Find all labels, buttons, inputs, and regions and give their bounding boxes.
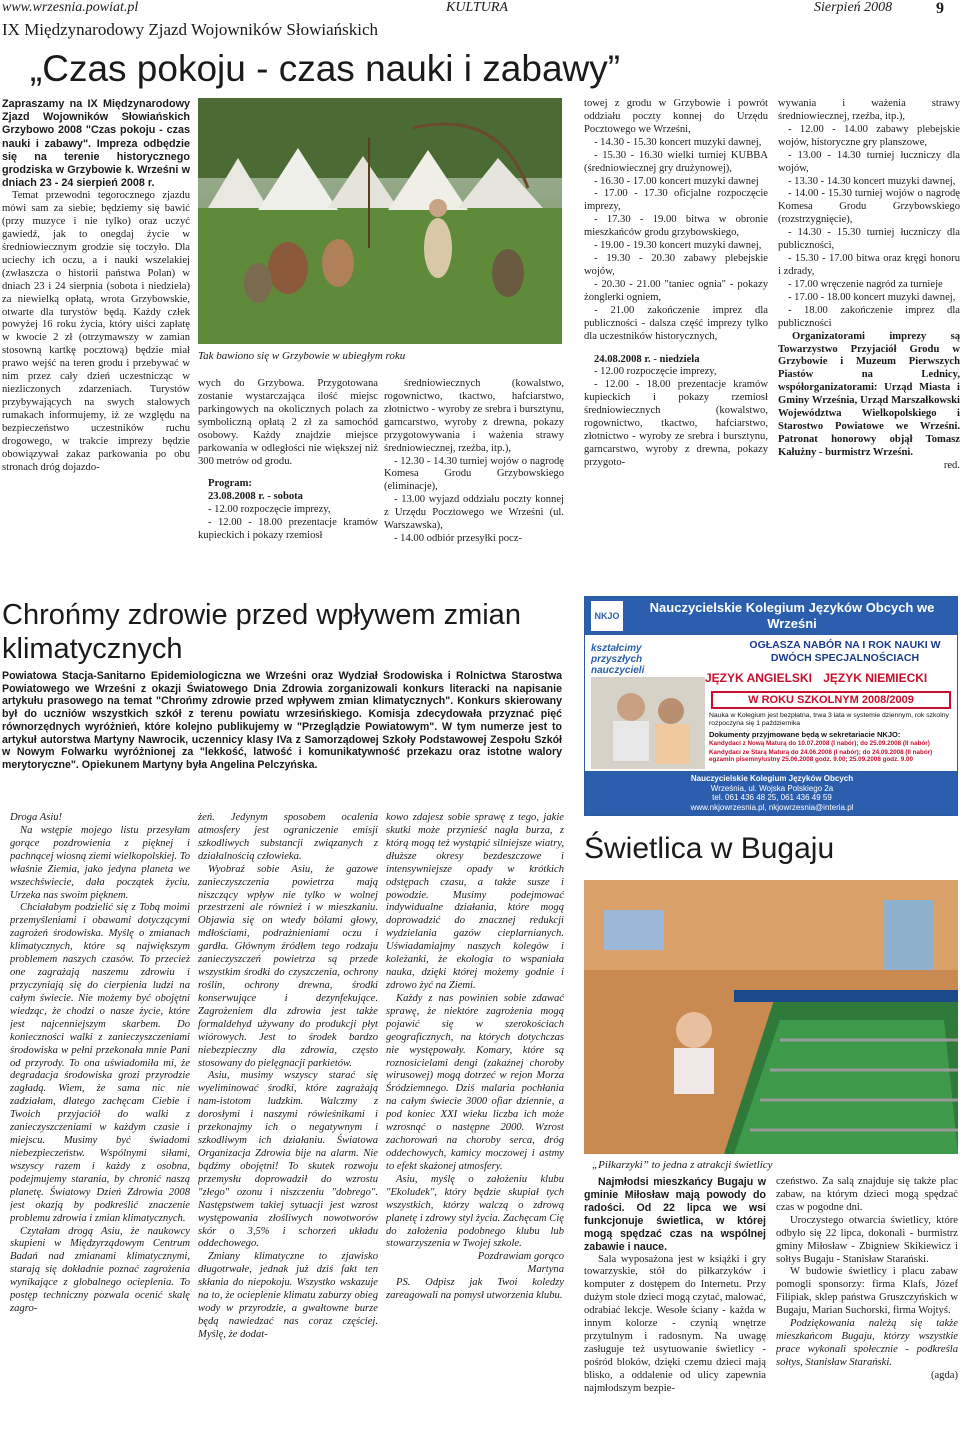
- schedule-item: - 20.30 - 21.00 "taniec ognia" - pokazy żonglerki ogniem,: [584, 278, 768, 303]
- article-signature: (agda): [930, 1369, 958, 1381]
- article-body: Sala wyposażona jest w książki i gry towarzyskie, stół do piłkarzyków i komputer z dostępem do Internetu. Przy dużym stole dzieci mogą czytać, malować, odrabiać lekcje. Wesołe ściany - każda w innym kolorze - czynią wnętrze przytulnym i radosnym. Na uwagę zasługuje też usytuowanie świetlicy - pośród bloków, dzięki czemu dzieci mają blisko, a oddalenie od ulicy zapewnia najmłodszym bezpie-: [584, 1253, 766, 1394]
- letter-body: Wyobraź sobie Asiu, że gazowe zanieczyszczenia powietrza mają niszczący wpływ nie tylko w wolnej przestrzeni ale również i w mieszkaniu. Objawia się on wtedy bólami głowy, mdłościami, podrażnieniami oczu i gardła. Głównym źródłem tego rodzaju zanieczyszczeń powietrza są przede wszystkim środki do czyszczenia, ochrony roślin, ochrony drewna, środki konserwujące i dezynfekujące. Zagrożeniem dla zdrowia jest także formaldehyd używany do produkcji płyt wiórowych. Jest to środek bardzo niebezpieczny dla zdrowia, często stosowany do pielęgnacji parkietów.: [198, 863, 378, 1069]
- article-body: W budowie świetlicy i placu zabaw pomogli sponsorzy: firma Klafs, Józef Filipiak, sklep państwa Gruszczyńskich w Bugaju, Marian Suchorski, firma Wojtyś.: [776, 1266, 958, 1317]
- letter-body: Chciałabym podzielić się z Tobą moimi przemyśleniami i obawami dotyczącymi zagrożeń środowiska. Myślę o zmianach klimatycznych, które są największym problemem naszych czasów. To przecież one zagrażają naszemu zdrowiu i przyczyniają się do cierpienia ludzi na całym świecie. Nie możemy być obojętni wiedząc, że chodzi o nasze życie, które jest najcenniejszym skarbem. Do konieczności walki z zanieczyszczeniami środowiska w pełni przekonała mnie Pani od przyrody. To ona uświadomiła mi, że degradacja środowiska grozi przyrodzie zagładą. Wiem, że sama nic nie zadziałam, dlatego zachęcam Ciebie i Twoich przyjaciół do walki z zanieczyszczeniami w każdym czasie i miejscu. Musimy być świadomi niebezpieczeństw. Wspólnymi siłami, wszyscy razem i każdy z osobna, podejmujemy starania, by chronić naszą planetę. Światowy Dzień Zdrowia 2008 jest okazją by podkreślić znaczenie problemu zdrowia i zmian klimatycznych.: [10, 902, 190, 1224]
- schedule-item: - 17.00 - 17.30 oficjalne rozpoczęcie imprezy,: [584, 188, 768, 213]
- article-title: Świetlica w Bugaju: [584, 832, 835, 865]
- schedule-item: średniowiecznych (kowalstwo, rogownictwo, tkactwo, hafciarstwo, złotnictwo - wyroby ze srebra i bursztynu, garncarstwo, wyroby z drewna, pokazy przygotowywania i ważenia strawy średniowiecznej, rzeźba, itp.),: [384, 378, 564, 454]
- article-body: Uroczystego otwarcia świetlicy, które odbyło się 22 lipca, dokonali - burmistrz gminy Miłosław - Zbigniew Skikiewicz i sołtys Bugaju - Stanisław Starański.: [776, 1214, 958, 1265]
- schedule-item: - 19.30 - 20.30 zabawy plebejskie wojów,: [584, 253, 768, 277]
- schedule-item: - 14.00 odbiór przesyłki pocz-: [394, 533, 522, 545]
- language-german: JĘZYK NIEMIECKI: [823, 671, 928, 685]
- article-signature: red.: [943, 459, 960, 471]
- article-body: Podziękowania należą się także mieszkańcom Bugaju, którzy wszystkie prace wykonali społecznie - podkreśla sołtys, Stanisław Starański.: [776, 1318, 958, 1368]
- schedule-item: - 13.30 - 14.30 koncert muzyki dawnej,: [788, 175, 956, 187]
- article-lead: Powiatowa Stacja-Sanitarno Epidemiologiczna we Wrześni oraz Wydział Środowiska i Rolnictwa Starostwa Powiatowego we Wrześni z okazji Światowego Dnia Zdrowia zorganizowali konkurs literacki na napisanie artykułu prasowego na temat "Chrońmy zdrowie przed wpływem zmian klimatycznych". Konkurs skierowany był do uczniów wszystkich szkół z terenu powiatu wrzesińskiego. Komisja zdecydowała przyznać pięć równorzędnych wyróżnień, które kolejno publikujemy w "Przeglądzie Powiatowym". W tym numerze jest to artykuł autorstwa Martyny Nawrocik, uczennicy klasy IVa z Samorządowej Szkoły Podstawowej Zespołu Szkół w Nowym Folwarku wyróżnionej za "lekkość, latwość i komunikatywność przekazu oraz istotne walory merytoryczne". Opiekunem Martyny była Angelina Pelczyńska.: [2, 670, 562, 771]
- letter-body: żeń. Jedynym sposobem ocalenia atmosfery jest ograniczenie emisji szkodliwych substancji związanych z działalnością człowieka.: [198, 812, 378, 862]
- ad-school-year: W ROKU SZKOLNYM 2008/2009: [711, 691, 951, 709]
- article-body: czeństwo. Za salą znajduje się także plac zabaw, na którym dzieci mogą spędzać czas w pogodne dni.: [776, 1176, 958, 1213]
- foosball-photo: [584, 880, 958, 1154]
- nkjo-logo: NKJO: [591, 601, 623, 631]
- ad-candidates-old: Kandydaci ze Starą Maturą do 24.06.2008 (I nabór); do 24.09.2008 (II nabór) egzamin pisemny/ustny 25.06.2008 godz. 9.00; 25.09.2008 godz. 9.00: [709, 749, 933, 764]
- article-body: wych do Grzybowa. Przygotowana zostanie wystarczająca ilość miejsc parkingowych na okolicznych polach za symboliczną opłatą 2 zł za samochód osobowy. Każdy znajdzie miejsce parkowania w odległości nie większej niż 300 metrów od grodu.: [198, 378, 378, 467]
- ad-address: Września, ul. Wojska Polskiego 2a: [710, 783, 834, 793]
- schedule-item: - 15.30 - 17.00 bitwa oraz kręgi honoru i zdrady,: [778, 253, 960, 277]
- article-column-3: [384, 378, 564, 588]
- letter-body: Czytałam drogą Asiu, że naukowcy skupieni w Międzyrządowym Centrum Badań nad zmianami klimatycznymi, starają się dokładnie poznać zagrożenia wynikające z globalnego ocieplenia. To postęp techniczny pozwala ocenić skalę zagro-: [10, 1225, 190, 1315]
- article-column-4: [584, 98, 768, 588]
- schedule-item: - 12.00 rozpoczęcie imprezy,: [594, 366, 717, 378]
- schedule-item: - 13.00 - 14.30 turniej łuczniczy dla wojów,: [778, 149, 960, 174]
- ad-website[interactable]: www.nkjowrzesnia.pl, nkjowrzesnia@interia.pl: [690, 802, 854, 812]
- article-body: Temat przewodni tegorocznego zjazdu mówi sam za siebie; będziemy się bawić (przy muzyce i nie tylko) oraz uczyć gawiedź, jak to onegdaj życie w średniowiecznym grodzie się toczyło. Dla uciechy ich oczu, a i nauki wszelakiej (zwłaszcza o historii państwa Polan) w dniach 23 i 24 sierpnia (sobota i niedziela) za niewielką opłatą, wrota Grzybowskie, otwarte dla turystów będą. Każdy człek powyżej 16 roku życia, który uiści zapłatę w kwocie 2 zł (otrzymawszy w zamian stosowną kartkę pocztową) będzie miał prawo wejść na teren grodu i przebywać w nim przez cały dzień uczestnicząc w niezliczonych zdarzeniach. Turystów przybywających na swych stalowych rumakach informujemy, iż ze względu na bezpieczeństwo uczestników ruchu drogowego, w trakcie imprezy będzie obowiązywał zakaz parkowania po obu stronach dróg dojazdo-: [2, 190, 190, 473]
- schedule-item: - 12.00 - 18.00 prezentacje kramów kupieckich i pokazy rzemiosł: [198, 517, 378, 542]
- ad-languages: [705, 671, 955, 687]
- schedule-item: - 14.30 - 15.30 koncert muzyki dawnej,: [594, 136, 762, 148]
- schedule-item: - 12.30 - 14.30 turniej wojów o nagrodę Komesa Grodu Grzybowskiego (eliminacje),: [384, 455, 564, 493]
- program-date: 24.08.2008 r. - niedziela: [594, 353, 700, 365]
- photo-caption: „Piłkarzyki” to jedna z atrakcji świetlicy: [592, 1159, 773, 1171]
- schedule-item: - 13.00 wyjazd oddziału poczty konnej z Urzędu Pocztowego we Wrześni (ul. Warszawska),: [384, 494, 564, 532]
- foosball-photo-image: [584, 880, 958, 1154]
- ad-footer: [585, 771, 958, 816]
- letter-column-2: [198, 812, 378, 1440]
- ad-title: Nauczycielskie Kolegium Języków Obcych we Wrześni: [649, 600, 935, 631]
- letter-column-1: [10, 812, 190, 1440]
- letter-greeting: Droga Asiu!: [10, 812, 63, 823]
- article-lead: Zapraszamy na IX Międzynarodowy Zjazd Wojowników Słowiańskich Grzybowo 2008 "Czas pokoju - czas nauki i zabawy". Impreza odbędzie się na terenie historycznego grodziska w Grzybowie k. Wrześni w dniach 23 - 24 sierpień 2008 r.: [2, 98, 190, 190]
- schedule-item: - 14.00 - 15.30 turniej wojów o nagrodę Komesa Grodu Grzybowskiego (rozstrzygnięcie),: [778, 188, 960, 226]
- ad-banner: OGŁASZA NABÓR NA I ROK NAUKI W DWÓCH SPECJALNOŚCIACH: [749, 639, 941, 664]
- letter-body: kowo zdajesz sobie sprawę z tego, jakie skutki może przynieść nagła burza, z którą mogą też wystąpić silniejsze wiatry, dłuższe okresy bezdeszczowe i intensywniejsze opady w krótkich odstępach czasu, a także susze i powodzie. Musimy podejmować indywidualne działania, które mogą doprowadzić do znacznej redukcji wydzielania gazów cieplarnianych. Uświadamiajmy naszych kolegów i koleżanki, że ekologia to wspaniała nauka, dzięki której możemy godnie i zdrowo żyć na Ziemi.: [386, 812, 564, 991]
- ad-info: Nauka w Kolegium jest bezpłatna, trwa 3 lata w systemie dziennym, rok szkolny rozpoczyna się 1 października: [709, 712, 949, 727]
- article-column-2: [776, 1176, 958, 1440]
- letter-body: Każdy z nas powinien sobie zdawać sprawę, że niektóre zagrożenia mogą pojawić się w szerokościach geograficznych, na których dotychczas nie występowały. Komary, które są roznosicielami dengi (zakaźnej choroby wirusowej) mogą dotrzeć w rejon Morza Śródziemnego. Dziś malaria pochłania na całym świecie 3000 ofiar dziennie, a pod koniec XXI wieku liczba ich może wzrosnąć o następne 2000. Wzrost zachorowań na choroby serca, dróg oddechowych, kamicy moczowej i astmy to efekt skażonej atmosfery.: [386, 992, 564, 1172]
- photo-caption: Tak bawiono się w Grzybowie w ubiegłym roku: [198, 350, 406, 362]
- article-column-5: [778, 98, 960, 588]
- article-title: „Czas pokoju - czas nauki i zabawy”: [29, 48, 621, 89]
- schedule-item: towej z grodu w Grzybowie i powrót oddziału poczty konnej do Urzędu Pocztowego we Wrześni,: [584, 98, 768, 135]
- article-kicker: IX Międzynarodowy Zjazd Wojowników Słowiańskich: [2, 20, 379, 39]
- festival-photo-image: [198, 98, 562, 344]
- letter-postscript: PS. Odpisz jak Twoi koledzy zareagowali na pomysł utworzenia klubu.: [386, 1277, 564, 1302]
- schedule-item: - 18.00 zakończenie imprez dla publiczności: [778, 304, 960, 329]
- letter-closing: Pozdrawiam gorąco: [477, 1251, 564, 1263]
- ad-candidates-new: Kandydaci z Nową Maturą do 10.07.2008 (I nabór); do 25.09.2008 (II nabór): [709, 740, 930, 747]
- letter-signature: Martyna: [527, 1264, 564, 1276]
- schedule-item: - 17.00 wręczenie nagród za turnieje: [788, 278, 943, 290]
- article-column-2: [198, 378, 378, 588]
- schedule-item: - 16.30 - 17.00 koncert muzyki dawnej: [594, 175, 759, 187]
- letter-body: Na wstępie mojego listu przesyłam gorące pozdrowienia z pięknej i pachnącej wiosną ziemi wielkopolskiej. To właśnie Ziemia, jako jedyna planeta we wszechświecie, dała początek życiu. Urzeka nas swoim pięknem.: [10, 824, 190, 901]
- ad-docs: Dokumenty przyjmowane będą w sekretariacie NKJO:: [709, 730, 901, 739]
- article-column-1: [584, 1176, 766, 1440]
- ad-students-photo: [591, 677, 705, 769]
- language-english: JĘZYK ANGIELSKI: [705, 671, 812, 685]
- page-number: 9: [936, 0, 944, 17]
- issue-date: Sierpień 2008: [814, 0, 893, 15]
- schedule-item: - 17.00 - 18.00 koncert muzyki dawnej,: [788, 291, 956, 303]
- schedule-item: - 19.00 - 19.30 koncert muzyki dawnej,: [594, 240, 762, 252]
- ad-slogan: kształcimy przyszłych nauczycieli: [591, 643, 645, 676]
- ad-phone: tel. 061 436 48 25, 061 436 49 59: [712, 793, 832, 803]
- schedule-item: wywania i ważenia strawy średniowiecznej, rzeźba, itp.),: [778, 98, 960, 122]
- letter-body: Asiu, myślę o założeniu klubu "Ekoludek", który będzie skupiał tych wszystkich, którzy walczą o zdrową planetę i zdrowy styl życia. Zachęcam Cię do założenia podobnego klubu lub stowarzyszenia w Twojej szkole.: [386, 1173, 564, 1250]
- schedule-item: - 12.00 - 14.00 zabawy plebejskie wojów, historyczne gry planszowe,: [778, 123, 960, 148]
- schedule-item: - 21.00 zakończenie imprez dla publiczności - dalsza część imprezy tylko dla uczestników historycznych,: [584, 304, 768, 342]
- letter-column-3: [386, 812, 564, 1440]
- school-advertisement[interactable]: [584, 596, 958, 816]
- schedule-item: - 14.30 - 15.30 turniej łuczniczy dla publiczności,: [778, 227, 960, 252]
- letter-body: Asiu, musimy wszyscy starać się wyeliminować środki, które zagrażają nam-istotom ludzkim. Walczmy z dorosłymi i naszymi rówieśnikami i przekonajmy ich o negatywnym i szkodliwym ich działaniu. Światowa Organizacja Zdrowia bije na alarm. Nie bądźmy obojętni! To skutek rozwoju przemysłu doprowadził do wzrostu "złego" ozonu i niszczeniu "dobrego". Następstwem takiej sytuacji jest wzrost występowania złośliwych nowotworów skór o 3,5% i schorzeń układu oddechowego.: [198, 1070, 378, 1250]
- ad-address-name: Nauczycielskie Kolegium Języków Obcych: [690, 774, 854, 783]
- article-column-1: [2, 98, 190, 588]
- schedule-item: - 15.30 - 16.30 wielki turniej KUBBA (średniowiecznej gry drużynowej),: [584, 149, 768, 174]
- schedule-item: - 12.00 rozpoczęcie imprezy,: [208, 504, 331, 516]
- site-url[interactable]: www.wrzesnia.powiat.pl: [2, 0, 139, 15]
- section-name: KULTURA: [446, 0, 508, 15]
- schedule-item: - 12.00 - 18.00 prezentacje kramów kupieckich i pokazy rzemiosł średniowiecznych (kowalstwo, rogownictwo, tkactwo, hafciarstwo, złotnictwo - wyroby ze srebra i bursztynu, garncarstwo, wyroby z drewna, pokazy przygoto-: [584, 379, 768, 468]
- program-date: 23.08.2008 r. - sobota: [208, 491, 303, 503]
- organizers-note: Organizatorami imprezy są Towarzystwo Przyjaciół Grodu w Grzybowie i Muzeum Pierwszych Piastów na Lednicy, współorganizatorami: Urząd Miasta i Gminy Września, Urząd Marszałkowski Województwa Wielkopolskiego i Starostwo Powiatowe we Wrześni. Patronat honorowy objął Tomasz Kałużny - burmistrz Wrześni.: [778, 330, 960, 458]
- program-title: Program:: [208, 478, 252, 490]
- schedule-item: - 17.30 - 19.00 bitwa w obronie mieszkańców grodu grzybowskiego,: [584, 214, 768, 239]
- article-lead: Najmłodsi mieszkańcy Bugaju w gminie Miłosław mają powody do radości. Od 22 lipca we wsi funkcjonuje świetlica, w której mogą spędzać czas na wspólnej zabawie i nauce.: [584, 1176, 766, 1253]
- letter-body: Zmiany klimatyczne to zjawisko długotrwałe, jednak już dziś fakt ten skłania do niepokoju. Wszystko wskazuje na to, że ocieplenie klimatu zaburzy obieg wody w przyrodzie, a gwałtowne burze będą nawiedzać nas coraz częściej. Myślę, że dodat-: [198, 1251, 378, 1340]
- article-title: Chrońmy zdrowie przed wpływem zmian klimatycznych: [2, 599, 521, 666]
- festival-photo: [198, 98, 562, 344]
